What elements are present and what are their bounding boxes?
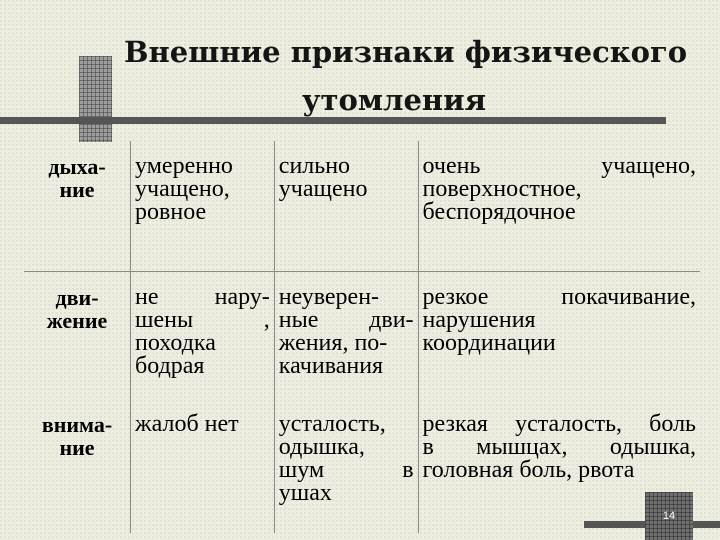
cell-line: сильно [278, 153, 351, 179]
cell-breathing-severe [418, 141, 700, 272]
fatigue-signs-table [24, 141, 700, 533]
cell-movement-moderate [131, 272, 275, 402]
row-label-line: ние [59, 435, 95, 460]
page-number: 14 [662, 510, 676, 522]
decorative-square-top [79, 56, 112, 142]
table-row-breathing [24, 141, 700, 272]
cell-line: не нару- [135, 284, 270, 310]
cell-movement-severe [418, 272, 700, 402]
cell-line: нарушения [422, 307, 536, 333]
cell-line: учащено, [135, 176, 230, 202]
cell-line: очень учащено, [422, 153, 696, 179]
cell-line: шены , [135, 307, 270, 333]
cell-line: неуверен- [278, 284, 380, 310]
cell-line: походка [135, 330, 216, 356]
slide-title-line-1: Внешние признаки физического [124, 35, 688, 69]
page-number-box [645, 492, 693, 540]
cell-breathing-strong [274, 141, 418, 272]
cell-line: координации [422, 330, 556, 356]
cell-line: ные дви- [278, 307, 414, 333]
cell-line: жения, по- [278, 330, 388, 356]
row-label-line: дви- [55, 285, 99, 310]
cell-line: в мышцах, одышка, [422, 434, 696, 460]
row-label-line: дыха- [48, 154, 106, 179]
cell-line: резкое покачивание, [422, 284, 696, 310]
cell-line: учащено [278, 176, 368, 202]
table-row-movement [24, 272, 700, 402]
row-label-breathing [24, 141, 131, 272]
row-label-line: ние [59, 177, 95, 202]
cell-line: качивания [278, 353, 384, 379]
row-label-attention [24, 401, 131, 533]
row-label-movement [24, 272, 131, 402]
cell-line: беспорядочное [422, 199, 576, 225]
cell-attention-strong [274, 401, 418, 533]
cell-line: ушах [278, 480, 332, 506]
slide-title [124, 28, 688, 124]
cell-line: поверхностное, [422, 176, 582, 202]
row-label-line: внима- [41, 412, 113, 437]
cell-line: ровное [135, 199, 207, 225]
cell-line: жалоб нет [135, 411, 239, 437]
slide-title-line-2: утомления [301, 83, 487, 117]
cell-line: резкая усталость, боль [422, 411, 696, 437]
cell-breathing-moderate [131, 141, 275, 272]
cell-line: шум в [278, 457, 414, 483]
row-label-line: жение [46, 308, 108, 333]
cell-line: умеренно [135, 153, 233, 179]
cell-movement-strong [274, 272, 418, 402]
cell-line: головная боль, рвота [422, 457, 635, 483]
table-row-attention [24, 401, 700, 533]
cell-line: одышка, [278, 434, 365, 460]
cell-line: бодрая [135, 353, 205, 379]
cell-attention-moderate [131, 401, 275, 533]
cell-line: усталость, [278, 411, 386, 437]
